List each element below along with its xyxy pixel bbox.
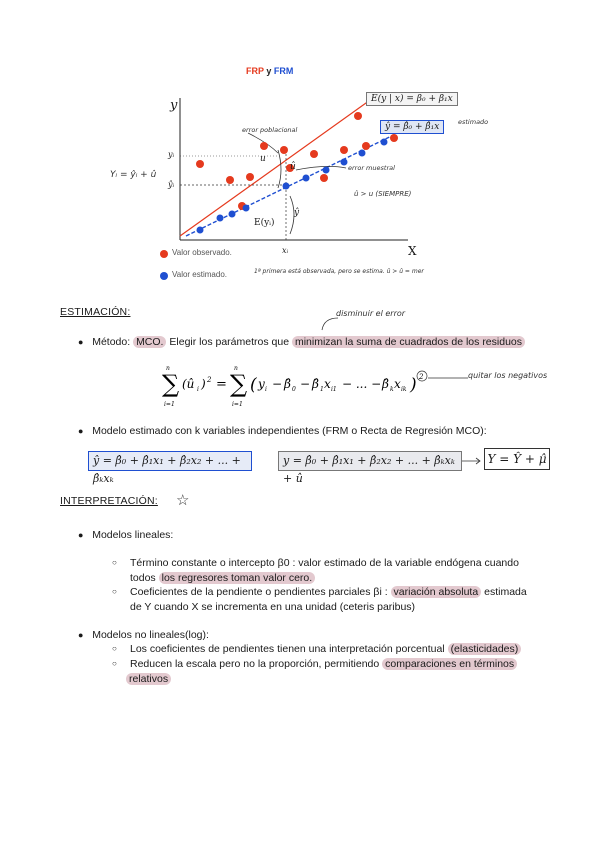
estimated-point bbox=[359, 150, 366, 157]
svg-text:2: 2 bbox=[419, 373, 424, 381]
eq-hand-box: Y = Ŷ + μ̂ bbox=[484, 448, 550, 470]
observed-point bbox=[354, 112, 362, 120]
svg-text:i=1: i=1 bbox=[164, 401, 175, 408]
bullet: ● bbox=[78, 630, 84, 640]
svg-text:i: i bbox=[197, 386, 199, 393]
label-u-hat: û bbox=[290, 162, 296, 172]
metodo-mid: Elegir los parámetros que bbox=[166, 336, 292, 348]
nl2-pre: Reducen la escala pero no la proporción, permitiendo bbox=[130, 658, 383, 670]
arrow-to-hand-eq bbox=[460, 456, 484, 466]
sub-bullet: ○ bbox=[112, 558, 117, 567]
estimated-point bbox=[303, 175, 310, 182]
estimated-point bbox=[283, 183, 290, 190]
annot-quitar-negativos: quitar los negativos bbox=[468, 371, 548, 380]
figure-title bbox=[246, 66, 293, 76]
svg-text:=: = bbox=[216, 377, 227, 392]
no-lineales-line bbox=[78, 628, 209, 642]
sub-item-pendiente bbox=[112, 585, 552, 614]
eq-box-observed: y = β̂₀ + β̂₁x₁ + β̂₂x₂ + ... + β̂ₖxₖ + û bbox=[278, 451, 462, 471]
estimated-point bbox=[323, 167, 330, 174]
bullet: ● bbox=[78, 337, 84, 347]
svg-text:k: k bbox=[390, 386, 394, 393]
svg-text:x: x bbox=[394, 377, 401, 391]
metodo-prefix: Método: bbox=[92, 336, 134, 348]
nl2-line-a bbox=[130, 657, 552, 671]
sub2-a-highlight: variación absoluta bbox=[391, 586, 482, 598]
title-frm: FRM bbox=[273, 66, 294, 76]
legend-observed: Valor observado. bbox=[172, 248, 232, 257]
svg-text:): ) bbox=[201, 377, 206, 391]
svg-text:(: ( bbox=[250, 375, 257, 395]
label-u: u bbox=[260, 154, 266, 164]
svg-text:y: y bbox=[258, 377, 265, 391]
label-yi: yᵢ bbox=[168, 150, 175, 159]
svg-text:∑: ∑ bbox=[230, 370, 248, 398]
sub-bullet: ○ bbox=[112, 644, 117, 653]
label-error-muestral: error muestral bbox=[348, 164, 395, 172]
observed-point bbox=[196, 160, 204, 168]
sub1-line-b bbox=[130, 571, 552, 585]
observed-point bbox=[390, 134, 398, 142]
observed-point bbox=[340, 146, 348, 154]
observed-point bbox=[280, 146, 288, 154]
estimated-point bbox=[381, 139, 388, 146]
eq-box-frm: ŷ = β̂₀ + β̂₁x₁ + β̂₂x₂ + ... + β̂ₖxₖ bbox=[88, 451, 252, 471]
hand-bottom-note: 1ª primera está observada, pero se estima. û > û = mer bbox=[254, 268, 424, 275]
svg-text:i1: i1 bbox=[331, 386, 337, 393]
svg-text:∑: ∑ bbox=[162, 370, 180, 398]
no-lineales-text: Modelos no lineales(log): bbox=[92, 629, 209, 641]
lineales-line bbox=[78, 528, 173, 542]
metodo-mco: MCO. bbox=[133, 336, 166, 348]
x-axis-label: X bbox=[408, 244, 417, 258]
estimacion-heading: ESTIMACIÓN: bbox=[60, 306, 131, 318]
label-yi-hat: ŷᵢ bbox=[168, 180, 175, 189]
svg-text:β̂: β̂ bbox=[284, 377, 291, 391]
title-frp: FRP bbox=[246, 66, 264, 76]
legend-estimated: Valor estimado. bbox=[172, 270, 227, 279]
metodo-line bbox=[78, 335, 525, 349]
hand-left-equation: Yᵢ = ŷᵢ + û bbox=[110, 170, 157, 180]
estimated-point bbox=[243, 205, 250, 212]
svg-text:β̂: β̂ bbox=[382, 377, 389, 391]
svg-text:1: 1 bbox=[320, 386, 324, 393]
ssr-formula bbox=[160, 360, 480, 410]
observed-point bbox=[246, 173, 254, 181]
sub2-line-a bbox=[130, 585, 552, 599]
sub-bullet: ○ bbox=[112, 659, 117, 668]
svg-text:x: x bbox=[324, 377, 331, 391]
svg-text:− ... −: − ... − bbox=[342, 377, 382, 391]
star-icon: ☆ bbox=[176, 492, 190, 509]
annot-arrow-disminuir bbox=[318, 314, 342, 332]
nl1-pre: Los coeficientes de pendientes tienen una interpretación porcentual bbox=[130, 643, 448, 655]
sub1-line-a: Término constante o intercepto β0 : valor estimado de la variable endógena cuando bbox=[130, 557, 519, 569]
bullet: ● bbox=[78, 530, 84, 540]
svg-text:β̂: β̂ bbox=[312, 377, 319, 391]
svg-text:n: n bbox=[166, 365, 170, 372]
sub-bullet: ○ bbox=[112, 587, 117, 596]
nl-item-1 bbox=[112, 642, 552, 656]
observed-point bbox=[320, 174, 328, 182]
bullet: ● bbox=[78, 426, 84, 436]
eq-frp-box: E(y | x) = β₀ + β₁x bbox=[366, 92, 458, 106]
label-estimado: estimado bbox=[458, 118, 489, 126]
svg-text:ik: ik bbox=[401, 386, 407, 393]
svg-text:0: 0 bbox=[292, 386, 296, 393]
estimated-point bbox=[341, 159, 348, 166]
sub-item-constante bbox=[112, 556, 552, 585]
svg-text:i=1: i=1 bbox=[232, 401, 243, 408]
metodo-highlight: minimizan la suma de cuadrados de los residuos bbox=[292, 336, 525, 348]
sub2-a-pre: Coeficientes de la pendiente o pendientes parciales βi : bbox=[130, 586, 391, 598]
nl1-highlight: (elasticidades) bbox=[448, 643, 522, 655]
nl2-highlight-2: relativos bbox=[126, 673, 171, 685]
svg-text:): ) bbox=[410, 375, 417, 395]
svg-text:−: − bbox=[300, 377, 311, 391]
svg-text:−: − bbox=[272, 377, 283, 391]
estimated-point bbox=[197, 227, 204, 234]
title-y: y bbox=[263, 66, 274, 76]
label-xi: xᵢ bbox=[282, 246, 289, 255]
svg-text:n: n bbox=[234, 365, 238, 372]
svg-text:(û: (û bbox=[182, 377, 195, 391]
ssr-formula-svg bbox=[160, 360, 480, 410]
sub2-a-post: estimada bbox=[481, 586, 527, 598]
interpretacion-heading: INTERPRETACIÓN: bbox=[60, 495, 158, 507]
observed-point bbox=[260, 142, 268, 150]
legend-estimated-dot bbox=[160, 272, 168, 280]
nl2-line-b bbox=[126, 672, 552, 686]
error-pointer-2 bbox=[296, 166, 346, 170]
label-y-hat: ŷ bbox=[294, 208, 300, 218]
observed-point bbox=[226, 176, 234, 184]
modelo-line bbox=[78, 424, 487, 438]
estimated-point bbox=[229, 211, 236, 218]
svg-text:2: 2 bbox=[207, 376, 212, 384]
svg-text:i: i bbox=[265, 386, 267, 393]
nl2-highlight: comparaciones en términos bbox=[382, 658, 517, 670]
label-u-hat-gt-u: û > u (SIEMPRE) bbox=[354, 190, 412, 198]
sub2-line-b: de Y cuando X se incrementa en una unidad (ceteris paribus) bbox=[130, 601, 416, 613]
sub1-b-pre: todos bbox=[130, 572, 159, 584]
label-e-yi: E(yᵢ) bbox=[254, 218, 275, 228]
modelo-text: Modelo estimado con k variables independientes (FRM o Recta de Regresión MCO): bbox=[92, 425, 487, 437]
brace-u bbox=[278, 150, 281, 188]
frp-line bbox=[180, 98, 373, 236]
nl1-line bbox=[130, 642, 552, 656]
annot-disminuir: disminuir el error bbox=[336, 309, 406, 318]
label-error-poblacional: error poblacional bbox=[242, 126, 298, 134]
estimated-point bbox=[217, 215, 224, 222]
observed-point bbox=[310, 150, 318, 158]
regression-figure bbox=[108, 58, 498, 290]
observed-point bbox=[362, 142, 370, 150]
y-axis-label: y bbox=[170, 98, 178, 113]
sub1-b-highlight: los regresores toman valor cero. bbox=[159, 572, 316, 584]
nl-item-2 bbox=[112, 657, 552, 686]
eq-frm-box: ŷ = β̂₀ + β̂₁x bbox=[380, 120, 444, 134]
lineales-text: Modelos lineales: bbox=[92, 529, 174, 541]
legend-observed-dot bbox=[160, 250, 168, 258]
